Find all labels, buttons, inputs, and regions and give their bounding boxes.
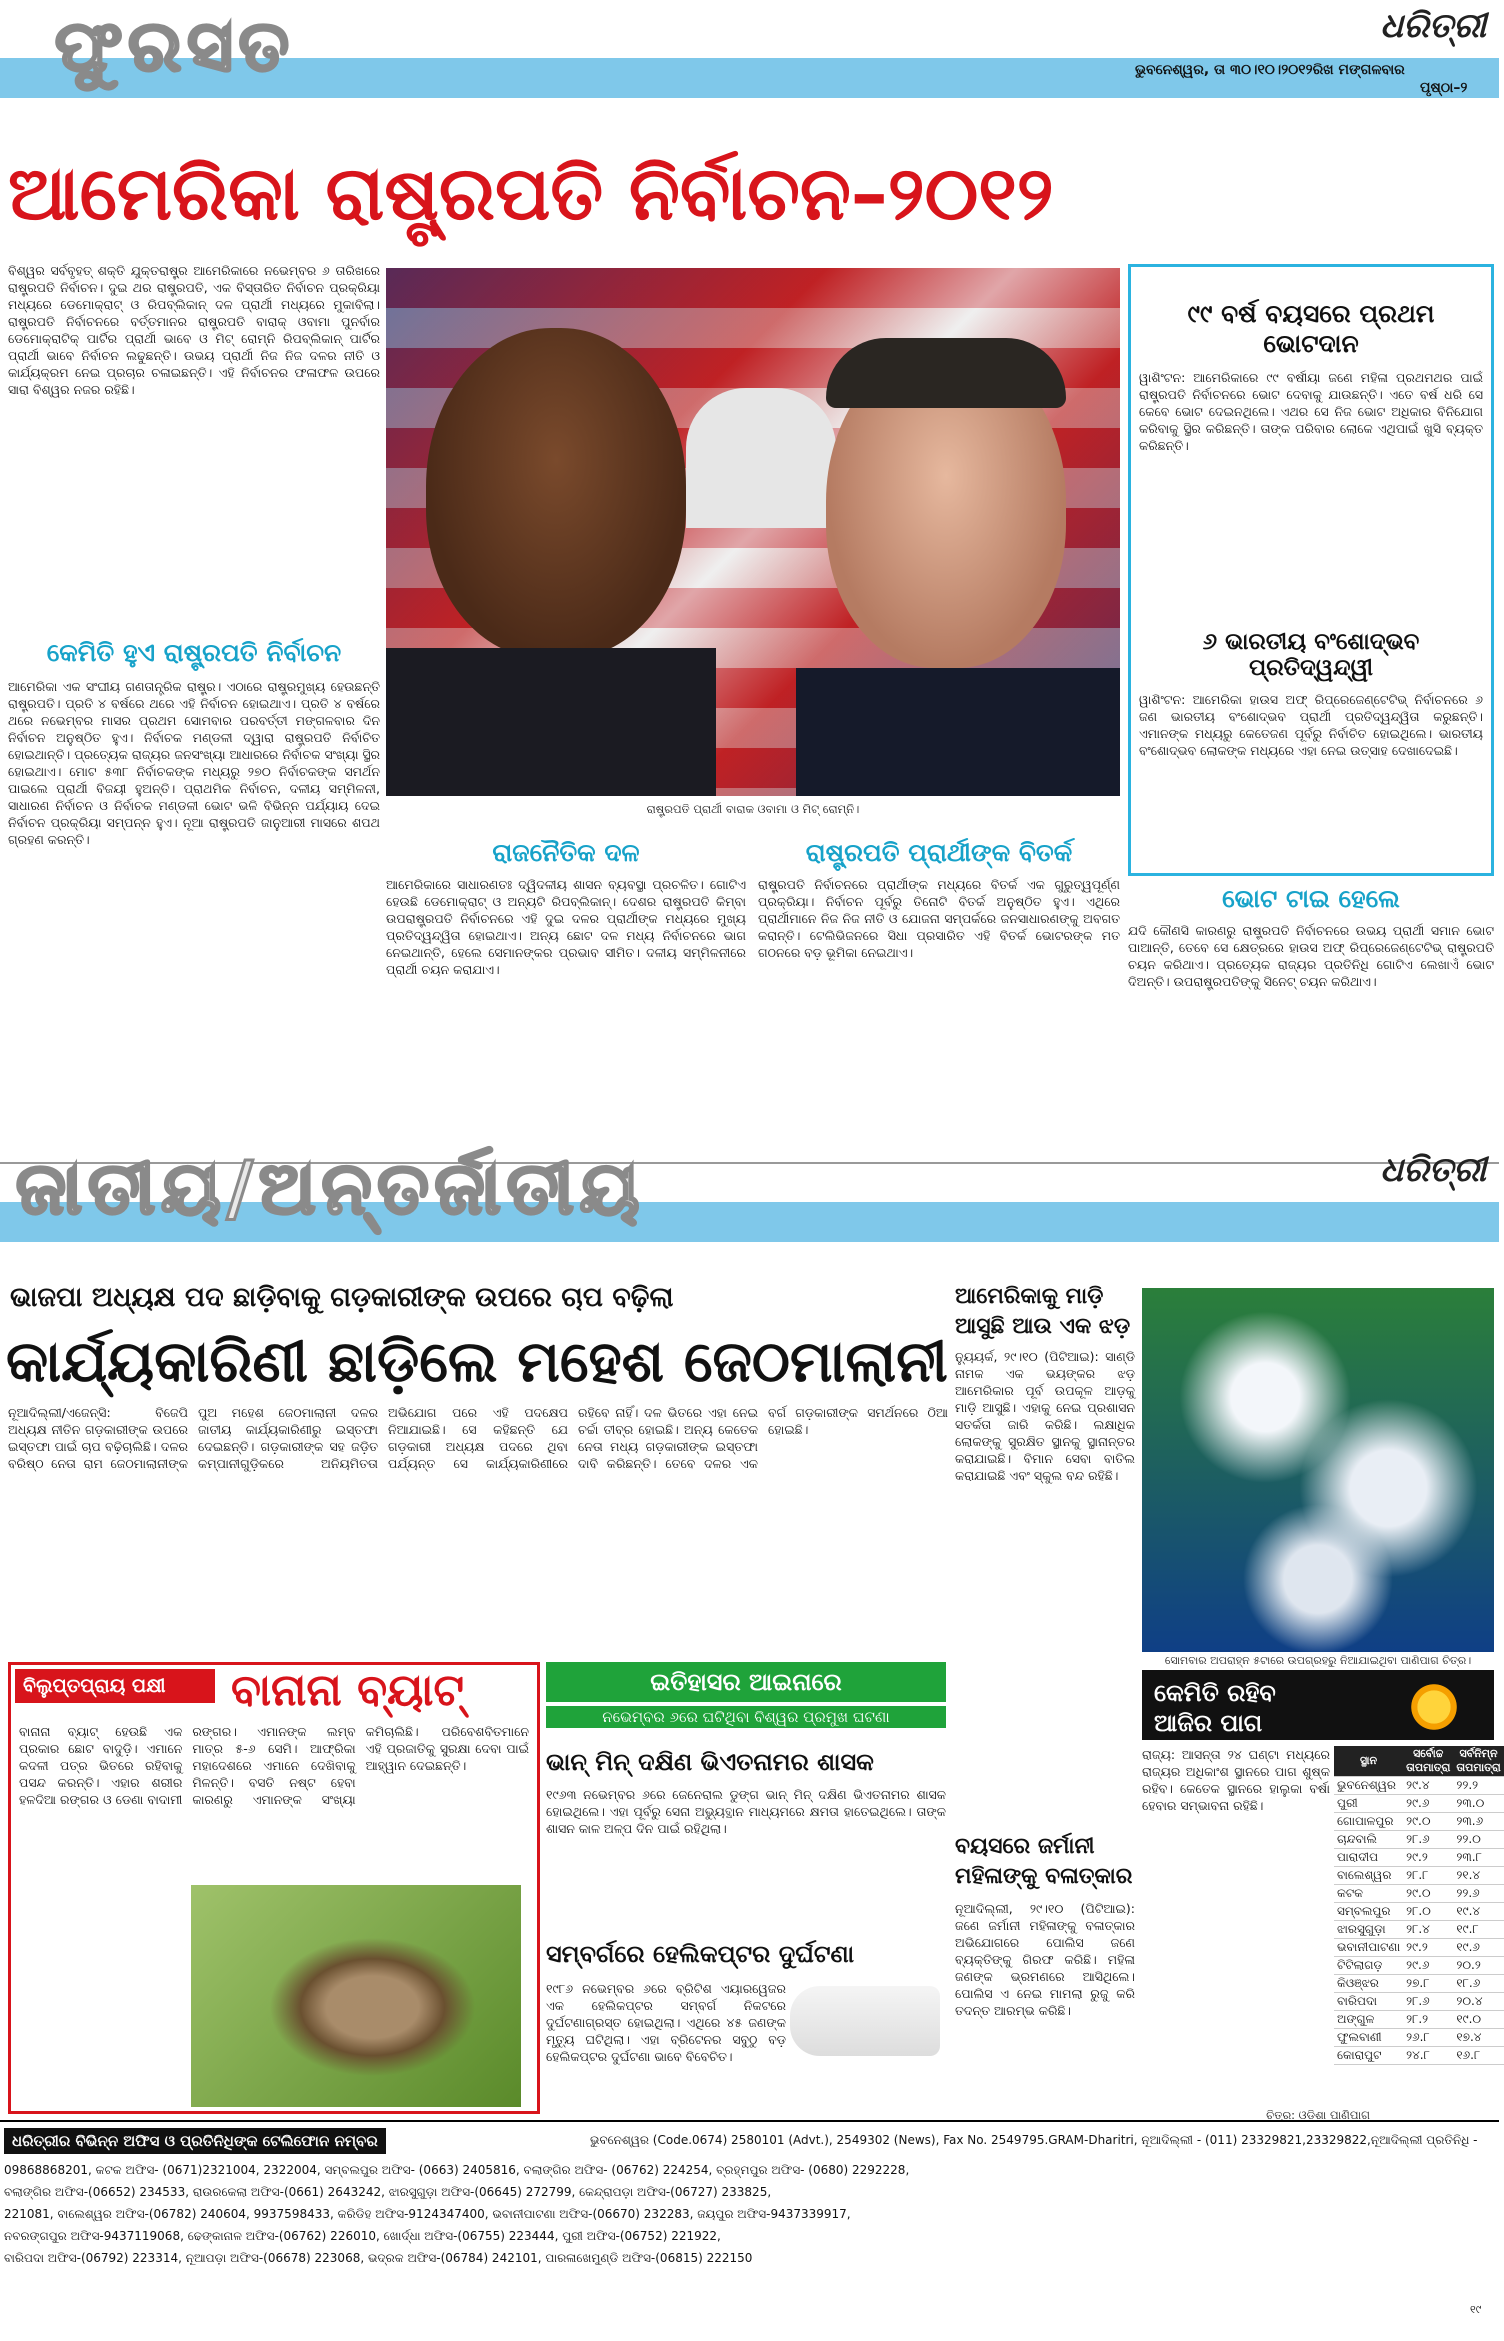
side-story-heading: ଆମେରିକାକୁ ମାଡ଼ି ଆସୁଛି ଆଉ ଏକ ଝଡ଼ bbox=[955, 1284, 1131, 1339]
weather-cell: ୨୨.୬ bbox=[1453, 1885, 1503, 1903]
weather-cell: ୨୪.୮ bbox=[1403, 2047, 1453, 2065]
weather-cell: ୨୩.୬ bbox=[1453, 1813, 1503, 1831]
weather-tag-line2: ଆଜିର ପାଗ bbox=[1154, 1709, 1263, 1737]
weather-cell: କିଓଞ୍ଝର bbox=[1334, 1975, 1403, 1993]
weather-col-header: ସର୍ବନିମ୍ନ ତାପମାତ୍ରା bbox=[1453, 1746, 1503, 1777]
weather-cell: କଟକ bbox=[1334, 1885, 1403, 1903]
obama-suit bbox=[386, 648, 716, 796]
weather-cell: ଅଙ୍ଗୁଳ bbox=[1334, 2011, 1403, 2029]
weather-cell: ୧୯.୮ bbox=[1453, 1921, 1503, 1939]
weather-table bbox=[1334, 1746, 1504, 2065]
right-box bbox=[1128, 264, 1494, 876]
weather-row bbox=[1334, 1813, 1504, 1831]
weather-cell: କୋରାପୁଟ bbox=[1334, 2047, 1403, 2065]
weather-cell: ୧୭.୪ bbox=[1453, 2029, 1503, 2047]
lead-text: ବିଶ୍ୱର ସର୍ବବୃହତ୍ ଶକ୍ତି ଯୁକ୍ତରାଷ୍ଟ୍ର ଆମେରିକାରେ ନଭେମ୍ବର ୬ ତାରିଖରେ ରାଷ୍ଟ୍ରପତି ନିର୍ବାଚନ। ଦୁଇ ଥର ରାଷ୍ଟ୍ରପତି, ଏକ ବିସ୍ତାରିତ ନିର୍ବାଚନ ପ୍ରକ୍ରିୟା ମଧ୍ୟରେ ଡେମୋକ୍ରାଟ୍ ଓ ରିପବ୍ଲିକାନ୍ ଦଳ ପ୍ରାର୍ଥୀ ମଧ୍ୟରେ ମୁକାବିଲା। ରାଷ୍ଟ୍ରପତି ନିର୍ବାଚନରେ ବର୍ତ୍ତମାନର ରାଷ୍ଟ୍ରପତି ବାରାକ୍ ଓବାମା ପୁନର୍ବାର ଡେମୋକ୍ରାଟିକ୍ ପାର୍ଟିର ପ୍ରାର୍ଥୀ ଭାବେ ଓ ମିଟ୍ ରୋମ୍ନି ରିପବ୍ଲିକାନ୍ ପାର୍ଟିର ପ୍ରାର୍ଥୀ ଭାବେ ନିର୍ବାଚନ ଲଢୁଛନ୍ତି। ଉଭୟ ପ୍ରାର୍ଥୀ ନିଜ ନିଜ ଦଳର ନୀତି ଓ କାର୍ଯ୍ୟକ୍ରମ ନେଇ ପ୍ରଚାର ଚଳାଇଛନ୍ତି। ଏହି ନିର୍ବାଚନର ଫଳାଫଳ ଉପରେ ସାରା ବିଶ୍ୱର ନଜର ରହିଛି। bbox=[8, 263, 380, 397]
sun-cloud-icon bbox=[1405, 1678, 1463, 1736]
weather-row bbox=[1334, 1795, 1504, 1813]
weather-cell: ୨୮.୮ bbox=[1403, 1867, 1453, 1885]
weather-row bbox=[1334, 1993, 1504, 2011]
top-page-label: ପୃଷ୍ଠା–୨ bbox=[1420, 80, 1468, 96]
weather-cell: ୨୦.୨ bbox=[1453, 1957, 1503, 1975]
weather-cell: ଚାନ୍ଦବାଲି bbox=[1334, 1831, 1403, 1849]
weather-cell: ଭବାନୀପାଟଣା bbox=[1334, 1939, 1403, 1957]
weather-row bbox=[1334, 1957, 1504, 1975]
weather-cell: ୨୯.୨ bbox=[1403, 1849, 1453, 1867]
box-text: ୱାଶିଂଟନ: ଆମେରିକାରେ ୯୯ ବର୍ଷୀୟା ଜଣେ ମହିଳା ପ୍ରଥମଥର ପାଇଁ ରାଷ୍ଟ୍ରପତି ନିର୍ବାଚନରେ ଭୋଟ ଦେବାକୁ ଯାଉଛନ୍ତି। ଏତେ ବର୍ଷ ଧରି ସେ କେବେ ଭୋଟ ଦେଇନଥିଲେ। ଏଥର ସେ ନିଜ ଭୋଟ ଅଧିକାର ବିନିଯୋଗ କରିବାକୁ ସ୍ଥିର କରିଛନ୍ତି। ତାଙ୍କ ପରିବାର ଲୋକେ ଏଥିପାଇଁ ଖୁସି ବ୍ୟକ୍ତ କରିଛନ୍ତି। bbox=[1139, 370, 1483, 453]
weather-cell: ୨୮.୪ bbox=[1403, 1921, 1453, 1939]
weather-cell: ୨୮.୬ bbox=[1403, 1993, 1453, 2011]
top-brand-logo: ଧରିତ୍ରୀ bbox=[1380, 6, 1487, 46]
history-tag: ଇତିହାସର ଆଇନାରେ bbox=[546, 1662, 946, 1702]
weather-row bbox=[1334, 1831, 1504, 1849]
weather-cell: ଫୁଲବାଣୀ bbox=[1334, 2029, 1403, 2047]
weather-cell: ୨୨.୨ bbox=[1453, 1777, 1503, 1795]
bottom-brand-logo: ଧରିତ୍ରୀ bbox=[1380, 1150, 1487, 1190]
weather-row bbox=[1334, 1777, 1504, 1795]
top-masthead-title: ଫୁରସତ bbox=[55, 5, 295, 87]
history1-heading: ଭାନ୍ ମିନ୍ ଦକ୍ଷିଣ ଭିଏତନାମର ଶାସକ bbox=[546, 1748, 874, 1776]
bottom-story-text: ନୂଆଦିଲ୍ଲୀ/ଏଜେନ୍ସି: ବିଜେପି ଅଧ୍ୟକ୍ଷ ନୀତିନ ଗଡ଼କାରୀଙ୍କ ଉପରେ ଇସ୍ତଫା ପାଇଁ ଚାପ ବଢ଼ିଚାଲିଛି। ଦଳର ବରିଷ୍ଠ ନେତା ରାମ ଜେଠମାଲାନୀଙ୍କ ପୁଅ ମହେଶ ଜେଠମାଲାନୀ ଦଳର ଜାତୀୟ କାର୍ଯ୍ୟକାରିଣୀରୁ ଇସ୍ତଫା ଦେଇଛନ୍ତି। ଗଡ଼କାରୀଙ୍କ ସହ ଜଡ଼ିତ କମ୍ପାନୀଗୁଡ଼ିକରେ ଅନିୟମିତତା ଅଭିଯୋଗ ପରେ ଏହି ପଦକ୍ଷେପ ନିଆଯାଇଛି। ସେ କହିଛନ୍ତି ଯେ ଗଡ଼କାରୀ ଅଧ୍ୟକ୍ଷ ପଦରେ ଥିବା ପର୍ଯ୍ୟନ୍ତ ସେ କାର୍ଯ୍ୟକାରିଣୀରେ ରହିବେ ନାହିଁ। ଦଳ ଭିତରେ ଏହା ନେଇ ଚର୍ଚ୍ଚା ତୀବ୍ର ହୋଇଛି। ଅନ୍ୟ କେତେକ ନେତା ମଧ୍ୟ ଗଡ଼କାରୀଙ୍କ ଇସ୍ତଫା ଦାବି କରିଛନ୍ତି। ତେବେ ଦଳର ଏକ ବର୍ଗ ଗଡ଼କାରୀଙ୍କ ସମର୍ଥନରେ ଠିଆ ହୋଇଛି। bbox=[8, 1405, 948, 1471]
weather-cell: ୨୯.୬ bbox=[1403, 1795, 1453, 1813]
weather-col-header: ସର୍ବୋଚ୍ଚ ତାପମାତ୍ରା bbox=[1403, 1746, 1453, 1777]
romney-suit bbox=[796, 668, 1120, 796]
weather-row bbox=[1334, 2047, 1504, 2065]
bird-box-title: ବାନାନା ବ୍ୟାଟ୍ bbox=[231, 1665, 464, 1716]
history-sub: ନଭେମ୍ବର ୬ରେ ଘଟିଥିବା ବିଶ୍ୱର ପ୍ରମୁଖ ଘଟଣା bbox=[546, 1706, 946, 1728]
weather-cell: ୧୯.୪ bbox=[1453, 1903, 1503, 1921]
satellite-image bbox=[1142, 1288, 1494, 1652]
section2-text: ଆମେରିକାରେ ସାଧାରଣତଃ ଦ୍ୱିଦଳୀୟ ଶାସନ ବ୍ୟବସ୍ଥା ପ୍ରଚଳିତ। ଗୋଟିଏ ହେଉଛି ଡେମୋକ୍ରାଟ୍ ଓ ଅନ୍ୟଟି ରିପବ୍ଲିକାନ୍। ଦେଶର ରାଷ୍ଟ୍ରପତି କିମ୍ବା ଉପରାଷ୍ଟ୍ରପତି ନିର୍ବାଚନରେ ଏହି ଦୁଇ ଦଳର ପ୍ରାର୍ଥୀଙ୍କ ମଧ୍ୟରେ ମୁଖ୍ୟ ପ୍ରତିଦ୍ୱନ୍ଦ୍ୱିତା ହୋଇଥାଏ। ଅନ୍ୟ ଛୋଟ ଦଳ ମଧ୍ୟ ନିର୍ବାଚନରେ ଭାଗ ନେଇଥାନ୍ତି, ହେଲେ ସେମାନଙ୍କର ପ୍ରଭାବ ସୀମିତ। ଦଳୀୟ ସମ୍ମିଳନୀରେ ପ୍ରାର୍ଥୀ ଚୟନ କରାଯାଏ। bbox=[386, 877, 746, 977]
weather-cell: ୨୯.୨ bbox=[1403, 1939, 1453, 1957]
weather-cell: ୨୮.୬ bbox=[1403, 1831, 1453, 1849]
top-headline: ଆମେରିକା ରାଷ୍ଟ୍ରପତି ନିର୍ବାଚନ–୨୦୧୨ bbox=[8, 151, 1054, 237]
weather-cell: ୧୮.୬ bbox=[1453, 1975, 1503, 1993]
weather-row bbox=[1334, 1975, 1504, 1993]
weather-cell: ପାରାଦୀପ bbox=[1334, 1849, 1403, 1867]
weather-table-wrap bbox=[1334, 1746, 1501, 2106]
footer-box bbox=[0, 2120, 1499, 2320]
weather-cell: ୨୯.୪ bbox=[1403, 1777, 1453, 1795]
side-story-text: ନ୍ୟୁୟର୍କ, ୨୯।୧୦ (ପିଟିଆଇ): ସାଣ୍ଡି ନାମକ ଏକ ଭୟଙ୍କର ଝଡ଼ ଆମେରିକାର ପୂର୍ବ ଉପକୂଳ ଆଡ଼କୁ ମାଡ଼ି ଆସୁଛି। ଏହାକୁ ନେଇ ପ୍ରଶାସନ ସତର୍କତା ଜାରି କରିଛି। ଲକ୍ଷାଧିକ ଲୋକଙ୍କୁ ସୁରକ୍ଷିତ ସ୍ଥାନକୁ ସ୍ଥାନାନ୍ତର କରାଯାଇଛି। ବିମାନ ସେବା ବାତିଲ କରାଯାଇଛି ଏବଂ ସ୍କୁଲ ବନ୍ଦ ରହିଛି। bbox=[955, 1349, 1135, 1483]
weather-cell: ୨୯.୦ bbox=[1403, 1813, 1453, 1831]
weather-cell: ପୁରୀ bbox=[1334, 1795, 1403, 1813]
weather-row bbox=[1334, 1849, 1504, 1867]
weather-cell: ଭୁବନେଶ୍ୱର bbox=[1334, 1777, 1403, 1795]
obama-portrait bbox=[426, 328, 686, 658]
weather-row bbox=[1334, 2011, 1504, 2029]
section2-heading: ରାଜନୈତିକ ଦଳ bbox=[492, 838, 640, 867]
footer-line1: ଭୁବନେଶ୍ୱର (Code.0674) 2580101 (Advt.), 2549302 (News), Fax No. 2549795.GRAM-Dharitri, ନୂଆଦିଲ୍ଲୀ - (011) 23329821,23329822,ନୂଆଦିଲ୍ଲୀ ପ୍ରତିନିଧି - bbox=[590, 2133, 1478, 2147]
romney-hair bbox=[826, 338, 1066, 408]
bottom-masthead-title: ଜାତୀୟ/ଅନ୍ତର୍ଜାତୀୟ bbox=[16, 1146, 646, 1230]
section3-text: ରାଷ୍ଟ୍ରପତି ନିର୍ବାଚନରେ ପ୍ରାର୍ଥୀଙ୍କ ମଧ୍ୟରେ ବିତର୍କ ଏକ ଗୁରୁତ୍ୱପୂର୍ଣ୍ଣ ପ୍ରକ୍ରିୟା। ନିର୍ବାଚନ ପୂର୍ବରୁ ତିନୋଟି ବିତର୍କ ଅନୁଷ୍ଠିତ ହୁଏ। ଏଥିରେ ପ୍ରାର୍ଥୀମାନେ ନିଜ ନିଜ ନୀତି ଓ ଯୋଜନା ସମ୍ପର୍କରେ ଜନସାଧାରଣଙ୍କୁ ଅବଗତ କରାନ୍ତି। ଟେଲିଭିଜନରେ ସିଧା ପ୍ରସାରିତ ଏହି ବିତର୍କ ଭୋଟରଙ୍କ ମତ ଗଠନରେ ବଡ଼ ଭୂମିକା ନେଇଥାଏ। bbox=[758, 877, 1120, 960]
weather-row bbox=[1334, 1867, 1504, 1885]
box-text-2: ୱାଶିଂଟନ: ଆମେରିକା ହାଉସ ଅଫ୍ ରିପ୍ରେଜେଣ୍ଟେଟିଭ୍ ନିର୍ବାଚନରେ ୬ ଜଣ ଭାରତୀୟ ବଂଶୋଦ୍ଭବ ପ୍ରାର୍ଥୀ ପ୍ରତିଦ୍ୱନ୍ଦ୍ୱିତା କରୁଛନ୍ତି। ଏମାନଙ୍କ ମଧ୍ୟରୁ କେତେଜଣ ପୂର୍ବରୁ ନିର୍ବାଚିତ ହୋଇଥିଲେ। ଭାରତୀୟ ବଂଶୋଦ୍ଭବ ଲୋକଙ୍କ ମଧ୍ୟରେ ଏହା ନେଇ ଉତ୍ସାହ ଦେଖାଦେଇଛି। bbox=[1139, 692, 1483, 758]
footer-line2: 09868868201, କଟକ ଅଫିସ- (0671)2321004, 2322004, ସମ୍ବଲପୁର ଅଫିସ- (0663) 2405816, ବଲାଙ୍ଗିର ଅଫିସ- (06762) 224254, ବ୍ରହ୍ମପୁର ଅଫିସ- (0680) 2292228, bbox=[4, 2163, 910, 2177]
footer-line5: ନବରଙ୍ଗପୁର ଅଫିସ-9437119068, ଢେଙ୍କାନାଳ ଅଫିସ-(06762) 226010, ଖୋର୍ଦ୍ଧା ଅଫିସ-(06755) 223444, ପୁରୀ ଅଫିସ-(06752) 221922, bbox=[4, 2229, 721, 2243]
weather-cell: ୧୬.୮ bbox=[1453, 2047, 1503, 2065]
footer-title: ଧରିତ୍ରୀର ବିଭିନ୍ନ ଅଫିସ ଓ ପ୍ରତିନିଧିଙ୍କ ଟେଲିଫୋନ ନମ୍ବର bbox=[4, 2128, 386, 2154]
weather-table-body bbox=[1334, 1777, 1504, 2065]
section3-heading: ରାଷ୍ଟ୍ରପତି ପ୍ରାର୍ଥୀଙ୍କ ବିତର୍କ bbox=[805, 838, 1073, 867]
weather-cell: ୨୭.୮ bbox=[1403, 1975, 1453, 1993]
candidates-photo bbox=[386, 268, 1120, 796]
weather-cell: ୨୧.୪ bbox=[1453, 1867, 1503, 1885]
section4-heading: ଭୋଟ ଟାଇ ହେଲେ bbox=[1222, 884, 1400, 913]
satellite-caption: ସୋମବାର ଅପରାହ୍ନ ୫ଟାରେ ଉପଗ୍ରହରୁ ନିଆଯାଇଥିବା ପାଣିପାଗ ଚିତ୍ର। bbox=[1164, 1654, 1472, 1667]
weather-cell: ବାଲେଶ୍ୱର bbox=[1334, 1867, 1403, 1885]
footer-page-number: ୧୯ bbox=[1470, 2303, 1482, 2316]
weather-cell: ୨୦.୪ bbox=[1453, 1993, 1503, 2011]
section4-text: ଯଦି କୌଣସି କାରଣରୁ ରାଷ୍ଟ୍ରପତି ନିର୍ବାଚନରେ ଉଭୟ ପ୍ରାର୍ଥୀ ସମାନ ଭୋଟ ପାଆନ୍ତି, ତେବେ ସେ କ୍ଷେତ୍ରରେ ହାଉସ ଅଫ୍ ରିପ୍ରେଜେଣ୍ଟେଟିଭ୍ ରାଷ୍ଟ୍ରପତି ଚୟନ କରିଥାଏ। ପ୍ରତ୍ୟେକ ରାଜ୍ୟର ପ୍ରତିନିଧି ଗୋଟିଏ ଲେଖାଏଁ ଭୋଟ ଦିଅନ୍ତି। ଉପରାଷ୍ଟ୍ରପତିଙ୍କୁ ସିନେଟ୍ ଚୟନ କରିଥାଏ। bbox=[1128, 923, 1494, 989]
weather-cell: ୨୮.୦ bbox=[1403, 1903, 1453, 1921]
weather-table-header bbox=[1334, 1746, 1504, 1777]
bottom-headline: କାର୍ଯ୍ୟକାରିଣୀ ଛାଡ଼ିଲେ ମହେଶ ଜେଠମାଲାନୀ bbox=[6, 1329, 948, 1395]
weather-cell: ୧୯.୦ bbox=[1453, 2011, 1503, 2029]
weather-cell: ୨୩.୮ bbox=[1453, 1849, 1503, 1867]
white-house-shape bbox=[686, 388, 836, 528]
bird-box bbox=[8, 1662, 540, 2114]
weather-cell: ଟିଟିଲାଗଡ଼ bbox=[1334, 1957, 1403, 1975]
footer-line4: 221081, ବାଲେଶ୍ୱର ଅଫିସ-(06782) 240604, 9937598433, କରିଡିହ ଅଫିସ-9124347400, ଭବାନୀପାଟଣା ଅଫିସ-(06670) 232283, ଜୟପୁର ଅଫିସ-9437339917, bbox=[4, 2207, 851, 2221]
weather-row bbox=[1334, 1903, 1504, 1921]
weather-footer: ଚିତ୍ର: ଓଡ଼ିଶା ପାଣିପାଗ bbox=[1266, 2108, 1370, 2122]
weather-text: ରାଜ୍ୟ: ଆସନ୍ତା ୨୪ ଘଣ୍ଟା ମଧ୍ୟରେ ରାଜ୍ୟର ଅଧିକାଂଶ ସ୍ଥାନରେ ପାଗ ଶୁଷ୍କ ରହିବ। କେତେକ ସ୍ଥାନରେ ହାଲୁକା ବର୍ଷା ହେବାର ସମ୍ଭାବନା ରହିଛି। bbox=[1142, 1747, 1330, 1813]
top-dateline: ଭୁବନେଶ୍ୱର, ତା ୩୦।୧୦।୨୦୧୨ରିଖ ମଙ୍ଗଳବାର bbox=[1135, 62, 1405, 78]
weather-cell: ୨୮.୨ bbox=[1403, 2011, 1453, 2029]
helicopter-image bbox=[790, 1986, 940, 2056]
weather-cell: ସମ୍ବଲପୁର bbox=[1334, 1903, 1403, 1921]
footer-line3: ବଲାଙ୍ଗିର ଅଫିସ-(06652) 234533, ରାଉରକେଲା ଅଫିସ-(0661) 2643242, ଝାରସୁଗୁଡ଼ା ଅଫିସ-(06645) 272799, କେନ୍ଦ୍ରାପଡ଼ା ଅଫିସ-(06727) 233825, bbox=[4, 2185, 772, 2199]
weather-row bbox=[1334, 1885, 1504, 1903]
weather-cell: ୨୯.୦ bbox=[1403, 1885, 1453, 1903]
weather-row bbox=[1334, 2029, 1504, 2047]
box-heading-2: ୬ ଭାରତୀୟ ବଂଶୋଦ୍ଭବ ପ୍ରତିଦ୍ୱନ୍ଦ୍ୱୀ bbox=[1202, 629, 1420, 681]
section1-heading: କେମିତି ହୁଏ ରାଷ୍ଟ୍ରପତି ନିର୍ବାଚନ bbox=[46, 638, 342, 667]
bird-box-text: ବାନାନା ବ୍ୟାଟ୍ ହେଉଛି ଏକ ପ୍ରକାର ଛୋଟ ବାଦୁଡ଼ି। ଏମାନେ କଦଳୀ ପତ୍ର ଭିତରେ ରହିବାକୁ ପସନ୍ଦ କରନ୍ତି। ଏହାର ଶରୀର ହଳଦିଆ ରଙ୍ଗର ଓ ଡେଣା ବାଦାମୀ ରଙ୍ଗର। ଏମାନଙ୍କ ଲମ୍ବ ମାତ୍ର ୫-୬ ସେମି। ଆଫ୍ରିକା ମହାଦେଶରେ ଏମାନେ ଦେଖିବାକୁ ମିଳନ୍ତି। ବସତି ନଷ୍ଟ ହେବା କାରଣରୁ ଏମାନଙ୍କ ସଂଖ୍ୟା କମିଚାଲିଛି। ପରିବେଶବିତମାନେ ଏହି ପ୍ରଜାତିକୁ ସୁରକ୍ଷା ଦେବା ପାଇଁ ଆହ୍ୱାନ ଦେଇଛନ୍ତି। bbox=[19, 1724, 529, 1807]
history1-text: ୧୯୬୩ ନଭେମ୍ବର ୬ରେ ଜେନେରାଲ ଡୁଙ୍ଗ ଭାନ୍ ମିନ୍ ଦକ୍ଷିଣ ଭିଏତନାମର ଶାସକ ହୋଇଥିଲେ। ଏହା ପୂର୍ବରୁ ସେନା ଅଭ୍ୟୁତ୍ଥାନ ମାଧ୍ୟମରେ କ୍ଷମତା ହାତେଇଥିଲେ। ତାଙ୍କ ଶାସନ କାଳ ଅଳ୍ପ ଦିନ ପାଇଁ ରହିଥିଲା। bbox=[546, 1787, 946, 1836]
weather-cell: ୧୯.୬ bbox=[1453, 1939, 1503, 1957]
weather-cell: ୨୩.୦ bbox=[1453, 1795, 1503, 1813]
history2-heading: ସମ୍ବର୍ଗରେ ହେଲିକପ୍ଟର ଦୁର୍ଘଟଣା bbox=[546, 1940, 855, 1968]
section1-text: ଆମେରିକା ଏକ ସଂଘୀୟ ଗଣତାନ୍ତ୍ରିକ ରାଷ୍ଟ୍ର। ଏଠାରେ ରାଷ୍ଟ୍ରମୁଖ୍ୟ ହେଉଛନ୍ତି ରାଷ୍ଟ୍ରପତି। ପ୍ରତି ୪ ବର୍ଷରେ ଥରେ ଏହି ନିର୍ବାଚନ ହୋଇଥାଏ। ପ୍ରତି ୪ ବର୍ଷରେ ଥରେ ନଭେମ୍ବର ମାସର ପ୍ରଥମ ସୋମବାର ପରବର୍ତ୍ତୀ ମଙ୍ଗଳବାର ଦିନ ନିର୍ବାଚନ ଅନୁଷ୍ଠିତ ହୁଏ। ନିର୍ବାଚକ ମଣ୍ଡଳୀ ଦ୍ୱାରା ରାଷ୍ଟ୍ରପତି ନିର୍ବାଚିତ ହୋଇଥାନ୍ତି। ପ୍ରତ୍ୟେକ ରାଜ୍ୟର ଜନସଂଖ୍ୟା ଆଧାରରେ ନିର୍ବାଚକ ସଂଖ୍ୟା ସ୍ଥିର ହୋଇଥାଏ। ମୋଟ ୫୩୮ ନିର୍ବାଚକଙ୍କ ମଧ୍ୟରୁ ୨୭୦ ନିର୍ବାଚକଙ୍କ ସମର୍ଥନ ପାଇଲେ ପ୍ରାର୍ଥୀ ବିଜୟୀ ହୁଅନ୍ତି। ପ୍ରାଥମିକ ନିର୍ବାଚନ, ଦଳୀୟ ସମ୍ମିଳନୀ, ସାଧାରଣ ନିର୍ବାଚନ ଓ ନିର୍ବାଚକ ମଣ୍ଡଳୀ ଭୋଟ ଭଳି ବିଭିନ୍ନ ପର୍ଯ୍ୟାୟ ଦେଇ ନିର୍ବାଚନ ପ୍ରକ୍ରିୟା ସମ୍ପନ୍ନ ହୁଏ। ନୂଆ ରାଷ୍ଟ୍ରପତି ଜାନୁଆରୀ ମାସରେ ଶପଥ ଗ୍ରହଣ କରନ୍ତି। bbox=[8, 679, 380, 847]
weather-cell: ବାରିପଦା bbox=[1334, 1993, 1403, 2011]
weather-cell: ଝାରସୁଗୁଡ଼ା bbox=[1334, 1921, 1403, 1939]
photo-caption: ରାଷ୍ଟ୍ରପତି ପ୍ରାର୍ଥୀ ବାରାକ ଓବାମା ଓ ମିଟ୍ ରୋମ୍ନି। bbox=[646, 802, 860, 816]
weather-cell: ଗୋପାଳପୁର bbox=[1334, 1813, 1403, 1831]
weather-cell: ୨୬.୮ bbox=[1403, 2029, 1453, 2047]
history2-text: ୧୯୮୬ ନଭେମ୍ବର ୬ରେ ବ୍ରିଟିଶ ଏୟାରୱେଜର ଏକ ହେଲିକପ୍ଟର ସମ୍ବର୍ଗ ନିକଟରେ ଦୁର୍ଘଟଣାଗ୍ରସ୍ତ ହୋଇଥିଲା। ଏଥିରେ ୪୫ ଜଣଙ୍କ ମୃତ୍ୟୁ ଘଟିଥିଲା। ଏହା ବ୍ରିଟେନର ସବୁଠୁ ବଡ଼ ହେଲିକପ୍ଟର ଦୁର୍ଘଟଣା ଭାବେ ବିବେଚିତ। bbox=[546, 1981, 786, 2064]
side-story2-text: ନୂଆଦିଲ୍ଲୀ, ୨୯।୧୦ (ପିଟିଆଇ): ଜଣେ ଜର୍ମାନୀ ମହିଳାଙ୍କୁ ବଳାତ୍କାର ଅଭିଯୋଗରେ ପୋଲିସ ଜଣେ ବ୍ୟକ୍ତିଙ୍କୁ ଗିରଫ କରିଛି। ମହିଳା ଜଣଙ୍କ ଭ୍ରମଣରେ ଆସିଥିଲେ। ପୋଲିସ ଏ ନେଇ ମାମଲା ରୁଜୁ କରି ତଦନ୍ତ ଆରମ୍ଭ କରିଛି। bbox=[955, 1901, 1135, 2018]
weather-col-header: ସ୍ଥାନ bbox=[1334, 1746, 1403, 1777]
weather-row bbox=[1334, 1921, 1504, 1939]
bottom-kicker: ଭାଜପା ଅଧ୍ୟକ୍ଷ ପଦ ଛାଡ଼ିବାକୁ ଗଡ଼କାରୀଙ୍କ ଉପରେ ଚାପ ବଢ଼ିଲା bbox=[10, 1282, 674, 1313]
side-story2-heading: ବୟସରେ ଜର୍ମାନୀ ମହିଳାଙ୍କୁ ବଳାତ୍କାର bbox=[955, 1834, 1133, 1889]
bird-box-tag: ବିଲୁପ୍ତପ୍ରାୟ ପକ୍ଷୀ bbox=[15, 1669, 215, 1703]
weather-tag-line1: କେମିତି ରହିବ bbox=[1154, 1679, 1276, 1707]
weather-cell: ୨୯.୬ bbox=[1403, 1957, 1453, 1975]
banana-bat-photo bbox=[191, 1885, 521, 2107]
weather-row bbox=[1334, 1939, 1504, 1957]
footer-line6: ବାରିପଦା ଅଫିସ-(06792) 223314, ନୂଆପଡ଼ା ଅଫିସ-(06678) 223068, ଭଦ୍ରକ ଅଫିସ-(06784) 242101, ପାରଳାଖେମୁଣ୍ଡି ଅଫିସ-(06815) 222150 bbox=[4, 2251, 753, 2265]
weather-cell: ୨୨.୦ bbox=[1453, 1831, 1503, 1849]
box-heading: ୯୯ ବର୍ଷ ବୟସରେ ପ୍ରଥମ ଭୋଟଦାନ bbox=[1187, 299, 1435, 358]
